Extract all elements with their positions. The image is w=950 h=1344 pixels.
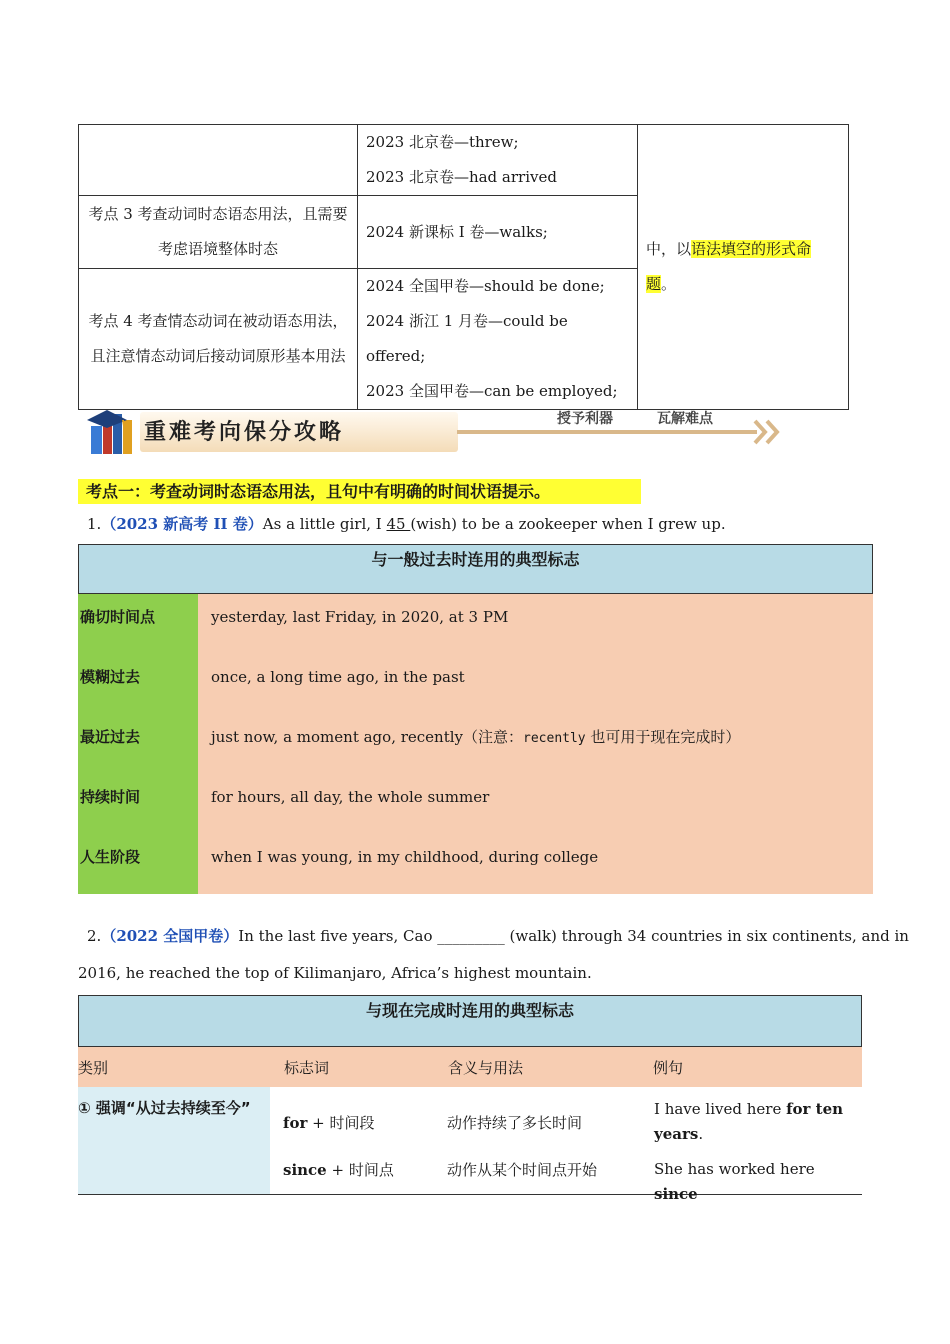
row-label: 人生阶段 xyxy=(78,834,198,894)
items-cell xyxy=(358,269,638,410)
table-row xyxy=(270,1097,862,1149)
row-label: 模糊过去 xyxy=(78,654,198,714)
question-source: （2023 新高考 II 卷） xyxy=(101,515,263,533)
table-row xyxy=(78,774,873,834)
row-value: yesterday, last Friday, in 2020, at 3 PM xyxy=(198,594,873,654)
example-cell: She has worked here since xyxy=(654,1160,815,1203)
banner-title: 重难考向保分攻略 xyxy=(140,412,458,452)
row-value: for hours, all day, the whole summer xyxy=(198,774,873,834)
exam-item: 2024 全国甲卷—should be done; xyxy=(366,277,605,295)
books-icon xyxy=(85,406,141,458)
row-label: 最近过去 xyxy=(78,714,198,774)
past-tense-markers-table xyxy=(78,544,873,894)
items-cell xyxy=(358,196,638,269)
table-title: 与现在完成时连用的典型标志 xyxy=(78,995,862,1047)
table-row xyxy=(78,834,873,894)
row-label: 持续时间 xyxy=(78,774,198,834)
exam-item: 2024 浙江 1 月卷—could be offered; xyxy=(366,312,568,365)
table-header-row xyxy=(78,1047,862,1087)
banner-subtitle: 授予利器 xyxy=(557,411,613,427)
example-cell: I have lived here for ten years. xyxy=(654,1100,844,1143)
exam-item: 2023 北京卷—had arrived xyxy=(366,168,557,186)
highlight-text: 语法填空的形式命题 xyxy=(646,240,812,293)
row-value: when I was young, in my childhood, during college xyxy=(198,834,873,894)
row-value: once, a long time ago, in the past xyxy=(198,654,873,714)
column-header: 含义与用法 xyxy=(448,1059,524,1077)
note-cell: 中，以语法填空的形式命题。 xyxy=(638,125,849,410)
column-header: 标志词 xyxy=(284,1059,330,1077)
point-cell: 考点 4 考查情态动词在被动语态用法，且注意情态动词后接动词原形基本用法 xyxy=(79,269,358,410)
exam-item: 2023 北京卷—threw; xyxy=(366,133,519,151)
row-label: 确切时间点 xyxy=(78,594,198,654)
point-cell-empty xyxy=(79,125,358,196)
answer-blank: _________ xyxy=(437,927,505,945)
marker-word-cell: since + 时间点 xyxy=(283,1161,394,1179)
exam-points-table xyxy=(78,124,849,410)
question-2-line-2: 2016, he reached the top of Kilimanjaro, Africa’s highest mountain. xyxy=(78,964,592,982)
banner-divider xyxy=(457,430,757,434)
row-value: just now, a moment ago, recently（注意：recently 也可用于现在完成时） xyxy=(198,714,873,774)
items-cell xyxy=(358,125,638,196)
key-point-heading: 考点一：考查动词时态语态用法，且句中有明确的时间状语提示。 xyxy=(78,479,641,504)
exam-item: 2023 全国甲卷—can be employed; xyxy=(366,382,618,400)
marker-word-cell: for + 时间段 xyxy=(283,1114,375,1132)
point-cell: 考点 3 考查动词时态语态用法，且需要考虑语境整体时态 xyxy=(79,196,358,269)
question-source: （2022 全国甲卷） xyxy=(101,927,239,945)
table-body xyxy=(78,1087,862,1203)
table-row xyxy=(78,714,873,774)
table-row xyxy=(270,1157,862,1207)
question-2: 2.（2022 全国甲卷）In the last five years, Cao _________ (walk) through 34 countries in six continents, and in xyxy=(87,927,909,945)
table-row xyxy=(78,654,873,714)
question-1: 1.（2023 新高考 II 卷）As a little girl, I 45 (wish) to be a zookeeper when I grew up. xyxy=(87,515,726,533)
table-row xyxy=(78,594,873,654)
column-header: 例句 xyxy=(653,1059,684,1077)
meaning-cell: 动作持续了多长时间 xyxy=(447,1114,583,1132)
double-arrow-icon xyxy=(753,418,783,446)
banner-subtitle: 瓦解难点 xyxy=(657,411,713,427)
present-perfect-markers-table xyxy=(78,995,862,1203)
meaning-cell: 动作从某个时间点开始 xyxy=(447,1161,598,1179)
column-header: 类别 xyxy=(78,1059,109,1077)
answer-blank: 45 xyxy=(386,515,411,533)
exam-item: 2024 新课标 I 卷—walks; xyxy=(366,222,548,241)
category-cell: ① 强调“从过去持续至今” xyxy=(78,1087,270,1194)
table-title: 与一般过去时连用的典型标志 xyxy=(78,544,873,594)
section-banner xyxy=(85,404,785,460)
